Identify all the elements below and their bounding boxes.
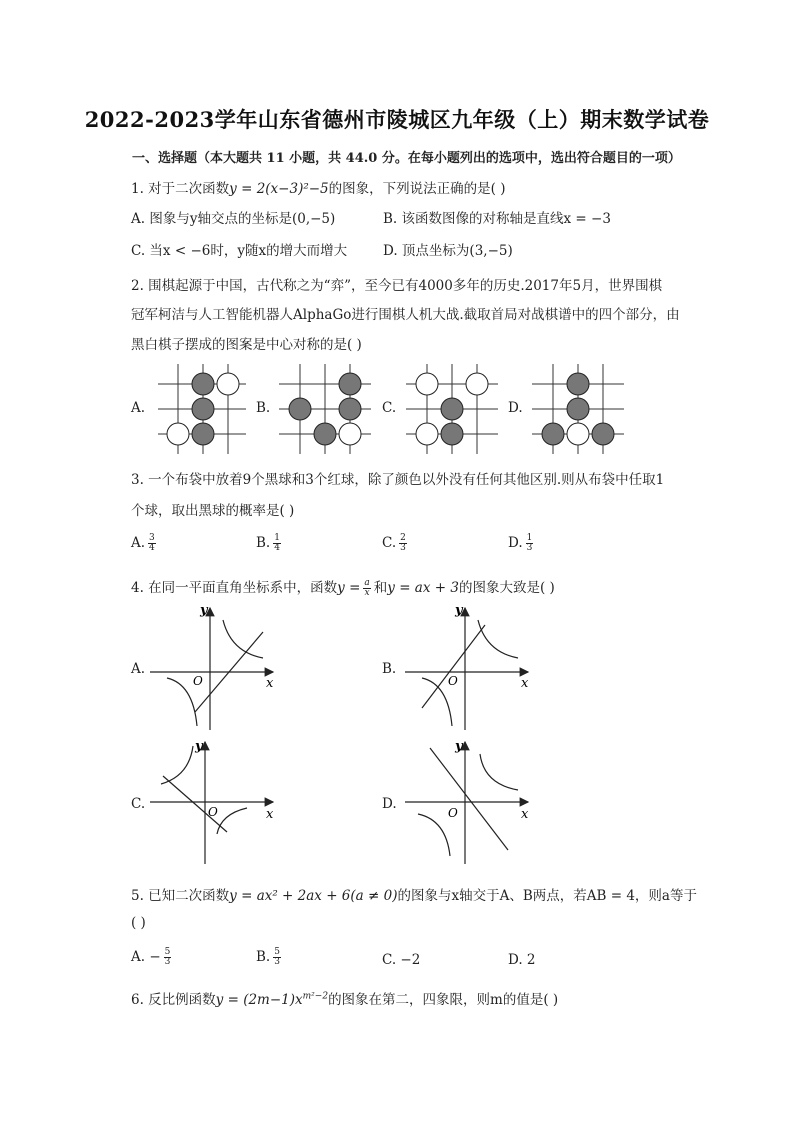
white-stone xyxy=(416,373,438,395)
q1-option-a[interactable]: A. 图象与y轴交点的坐标是(0,−5) xyxy=(131,211,336,227)
q1-option-d[interactable]: D. 顶点坐标为(3,−5) xyxy=(383,243,513,259)
q2-label-b[interactable]: B. xyxy=(256,400,271,416)
denominator: x xyxy=(364,588,370,598)
q5-option-b[interactable] xyxy=(256,948,284,967)
numerator: 3 xyxy=(149,533,155,543)
black-stone xyxy=(441,398,463,420)
q5-stem-pre: 5. 已知二次函数 xyxy=(131,888,230,904)
go-pattern-b xyxy=(275,362,375,457)
numerator: 5 xyxy=(164,947,171,957)
black-stone xyxy=(592,423,614,445)
q4-label-b[interactable]: B. xyxy=(382,661,397,677)
q5-label-a: A. − xyxy=(131,949,161,965)
fraction xyxy=(164,948,172,967)
q2-label-d[interactable]: D. xyxy=(508,400,523,416)
black-stone xyxy=(339,398,361,420)
white-stone xyxy=(416,423,438,445)
q3-line-1: 3. 一个布袋中放着9个黑球和3个红球，除了颜色以外没有任何其他区别.则从布袋中任取1 xyxy=(131,472,665,488)
q4-y-eq: y = xyxy=(337,580,361,596)
q5-formula: y = ax² + 2ax + 6(a ≠ 0) xyxy=(229,888,398,904)
line-graph xyxy=(430,748,508,850)
q3-label-c: C. xyxy=(382,535,397,551)
q5-label-b: B. xyxy=(256,949,271,965)
q4-formula-2: y = ax + 3 xyxy=(387,580,459,596)
fraction xyxy=(526,534,534,553)
line-graph xyxy=(163,776,227,832)
origin-label: O xyxy=(208,805,218,819)
hyperbola-branch xyxy=(480,754,518,790)
q6-stem-post: 的图象在第二，四象限，则m的值是( ) xyxy=(328,992,559,1008)
go-pattern-a xyxy=(150,362,250,457)
white-stone xyxy=(466,373,488,395)
white-stone xyxy=(567,423,589,445)
section-heading: 一、选择题（本大题共 11 小题，共 44.0 分。在每小题列出的选项中，选出符合题目的一项） xyxy=(132,151,681,166)
page-title: 2022-2023学年山东省德州市陵城区九年级（上）期末数学试卷 xyxy=(84,107,710,132)
x-axis-label: x xyxy=(266,807,274,822)
black-stone xyxy=(289,398,311,420)
denominator: 3 xyxy=(400,543,406,553)
y-axis-label: y xyxy=(455,739,463,754)
black-stone xyxy=(567,398,589,420)
black-stone xyxy=(542,423,564,445)
q4-label-a[interactable]: A. xyxy=(131,661,146,677)
q1-stem-pre: 1. 对于二次函数 xyxy=(131,181,230,197)
q3-option-c[interactable] xyxy=(382,534,410,553)
q5-option-a[interactable] xyxy=(131,948,174,967)
q2-line-2: 冠军柯洁与人工智能机器人AlphaGo进行围棋人机大战.截取首局对战棋谱中的四个部分，由 xyxy=(131,307,680,323)
q5-option-c[interactable]: C. −2 xyxy=(382,952,421,968)
origin-label: O xyxy=(448,806,458,820)
x-axis-label: x xyxy=(266,676,274,691)
go-pattern-d xyxy=(528,362,628,457)
q4-stem-post: 的图象大致是( ) xyxy=(458,580,555,596)
q6-stem xyxy=(131,988,558,1008)
q2-label-a[interactable]: A. xyxy=(131,400,146,416)
go-pattern-c xyxy=(402,362,502,457)
denominator: 3 xyxy=(526,543,533,553)
white-stone xyxy=(339,423,361,445)
black-stone xyxy=(339,373,361,395)
line-graph xyxy=(422,625,485,708)
origin-label: O xyxy=(448,674,458,688)
q3-option-a[interactable] xyxy=(131,534,159,553)
q1-formula: y = 2(x−3)²−5 xyxy=(229,181,329,197)
black-stone xyxy=(314,423,336,445)
q5-option-d[interactable]: D. 2 xyxy=(508,952,536,968)
x-axis-label: x xyxy=(521,676,529,691)
black-stone xyxy=(567,373,589,395)
q3-option-b[interactable] xyxy=(256,534,284,553)
q4-label-c[interactable]: C. xyxy=(131,796,146,812)
q4-stem-pre: 4. 在同一平面直角坐标系中，函数 xyxy=(131,580,338,596)
black-stone xyxy=(192,398,214,420)
y-axis-label: y xyxy=(455,603,463,618)
fraction xyxy=(148,534,156,553)
q3-label-d: D. xyxy=(508,535,523,551)
numerator: a xyxy=(364,578,370,588)
q1-option-c[interactable]: C. 当x < −6时，y随x的增大而增大 xyxy=(131,243,348,259)
black-stone xyxy=(192,423,214,445)
q4-stem xyxy=(131,576,555,598)
q3-label-b: B. xyxy=(256,535,271,551)
q4-graph-a xyxy=(145,600,285,735)
numerator: 1 xyxy=(274,533,280,543)
denominator: 4 xyxy=(274,543,280,553)
denominator: 4 xyxy=(149,543,155,553)
q6-formula: y = (2m−1)x xyxy=(215,992,303,1008)
q1-stem-post: 的图象，下列说法正确的是( ) xyxy=(328,181,506,197)
q5-line-2: ( ) xyxy=(131,915,146,931)
numerator: 2 xyxy=(400,533,406,543)
fraction xyxy=(273,948,281,967)
x-axis-label: x xyxy=(521,807,529,822)
numerator: 1 xyxy=(526,533,533,543)
y-axis-label: y xyxy=(195,739,203,754)
numerator: 5 xyxy=(274,947,280,957)
q4-stem-mid: 和 xyxy=(373,580,388,596)
q3-line-2: 个球，取出黑球的概率是( ) xyxy=(131,503,295,519)
q2-label-c[interactable]: C. xyxy=(382,400,397,416)
white-stone xyxy=(217,373,239,395)
q4-graph-d xyxy=(400,738,540,868)
q1-option-b[interactable]: B. 该函数图像的对称轴是直线x = −3 xyxy=(383,211,611,227)
q5-stem-post: 的图象与x轴交于A、B两点，若AB = 4，则a等于 xyxy=(397,888,697,904)
white-stone xyxy=(167,423,189,445)
q5-line-1 xyxy=(131,884,697,904)
black-stone xyxy=(192,373,214,395)
q2-line-1: 2. 围棋起源于中国，古代称之为“弈”，至今已有4000多年的历史.2017年5月，世界围棋 xyxy=(131,278,663,294)
q3-label-a: A. xyxy=(131,535,146,551)
hyperbola-branch xyxy=(217,808,247,834)
q6-exponent: m²−2 xyxy=(302,991,329,1002)
fraction-a-over-x xyxy=(363,579,370,598)
fraction xyxy=(399,534,407,553)
q4-graph-c xyxy=(145,738,285,868)
q2-line-3: 黑白棋子摆成的图案是中心对称的是( ) xyxy=(131,337,362,353)
origin-label: O xyxy=(193,674,203,688)
y-axis-label: y xyxy=(200,603,208,618)
q3-option-d[interactable] xyxy=(508,534,536,553)
q4-graph-b xyxy=(400,600,540,735)
denominator: 3 xyxy=(274,957,280,967)
q6-stem-pre: 6. 反比例函数 xyxy=(131,992,216,1008)
black-stone xyxy=(441,423,463,445)
denominator: 3 xyxy=(164,957,171,967)
q4-label-d[interactable]: D. xyxy=(382,796,397,812)
hyperbola-branch xyxy=(418,814,450,856)
fraction xyxy=(273,534,281,553)
question-1-stem xyxy=(131,177,505,197)
